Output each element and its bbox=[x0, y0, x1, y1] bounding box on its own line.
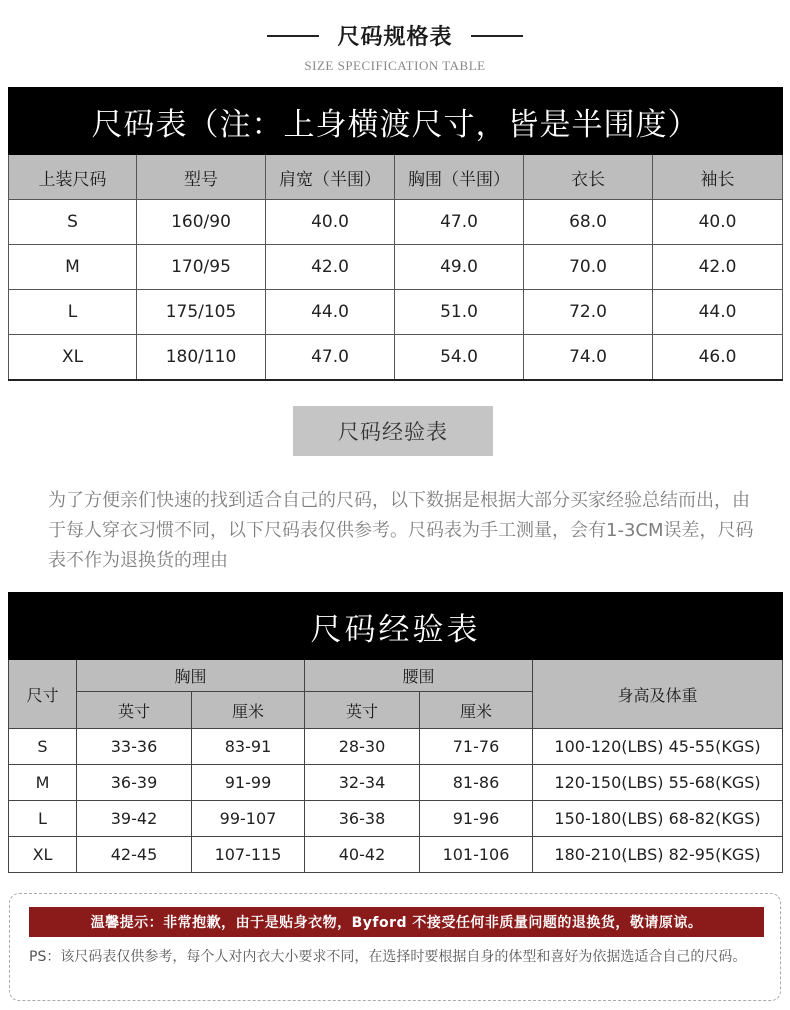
table-row bbox=[9, 729, 783, 765]
table-cell: 175/105 bbox=[137, 290, 266, 335]
sub-header: 厘米 bbox=[420, 692, 533, 729]
waist-header: 腰围 bbox=[305, 660, 533, 692]
table-cell: 40.0 bbox=[266, 200, 395, 245]
experience-table-banner: 尺码经验表 bbox=[9, 593, 783, 660]
table-cell: 39-42 bbox=[77, 801, 192, 837]
experience-table bbox=[8, 592, 783, 873]
size-cell: S bbox=[9, 729, 77, 765]
title-left-rule bbox=[267, 35, 319, 37]
table-cell: 83-91 bbox=[192, 729, 305, 765]
table-cell: 36-39 bbox=[77, 765, 192, 801]
intro-paragraph: 为了方便亲们快速的找到适合自己的尺码，以下数据是根据大部分买家经验总结而出，由于每人穿衣习惯不同，以下尺码表仅供参考。尺码表为手工测量，会有1-3CM误差，尺码表不作为退换货的理由 bbox=[48, 490, 754, 571]
chest-header: 胸围 bbox=[77, 660, 305, 692]
table-cell: 42.0 bbox=[266, 245, 395, 290]
table-cell: 47.0 bbox=[395, 200, 524, 245]
size-cell: S bbox=[9, 200, 137, 245]
height-weight-header: 身高及体重 bbox=[533, 660, 783, 729]
table-cell: 160/90 bbox=[137, 200, 266, 245]
table-cell: 46.0 bbox=[653, 335, 783, 381]
column-header: 袖长 bbox=[653, 155, 783, 200]
table-row bbox=[9, 245, 783, 290]
table-cell: 91-96 bbox=[420, 801, 533, 837]
size-cell: XL bbox=[9, 335, 137, 381]
table-cell: 32-34 bbox=[305, 765, 420, 801]
table-cell: 180/110 bbox=[137, 335, 266, 381]
table-cell: 74.0 bbox=[524, 335, 653, 381]
column-header: 型号 bbox=[137, 155, 266, 200]
table-cell: 99-107 bbox=[192, 801, 305, 837]
size-header: 尺寸 bbox=[9, 660, 77, 729]
table-cell: 40.0 bbox=[653, 200, 783, 245]
sub-header: 英寸 bbox=[305, 692, 420, 729]
page-title-row bbox=[0, 20, 790, 51]
table-cell: 28-30 bbox=[305, 729, 420, 765]
page-title: 尺码规格表 bbox=[337, 25, 453, 50]
table-cell: 72.0 bbox=[524, 290, 653, 335]
spec-table-banner: 尺码表（注：上身横渡尺寸，皆是半围度） bbox=[9, 88, 783, 155]
table-row bbox=[9, 837, 783, 873]
table-cell: 81-86 bbox=[420, 765, 533, 801]
table-cell: 36-38 bbox=[305, 801, 420, 837]
size-cell: M bbox=[9, 765, 77, 801]
table-cell: 44.0 bbox=[653, 290, 783, 335]
column-header: 上装尺码 bbox=[9, 155, 137, 200]
table-cell: 120-150(LBS) 55-68(KGS) bbox=[533, 765, 783, 801]
table-cell: 71-76 bbox=[420, 729, 533, 765]
size-cell: L bbox=[9, 290, 137, 335]
table-cell: 107-115 bbox=[192, 837, 305, 873]
size-cell: XL bbox=[9, 837, 77, 873]
table-cell: 40-42 bbox=[305, 837, 420, 873]
table-cell: 170/95 bbox=[137, 245, 266, 290]
table-cell: 44.0 bbox=[266, 290, 395, 335]
table-cell: 70.0 bbox=[524, 245, 653, 290]
table-row bbox=[9, 765, 783, 801]
table-cell: 150-180(LBS) 68-82(KGS) bbox=[533, 801, 783, 837]
size-cell: L bbox=[9, 801, 77, 837]
title-right-rule bbox=[471, 35, 523, 37]
table-cell: 68.0 bbox=[524, 200, 653, 245]
table-cell: 91-99 bbox=[192, 765, 305, 801]
table-cell: 51.0 bbox=[395, 290, 524, 335]
sub-header: 厘米 bbox=[192, 692, 305, 729]
column-header: 胸围（半围） bbox=[395, 155, 524, 200]
table-cell: 54.0 bbox=[395, 335, 524, 381]
notice-box bbox=[9, 893, 781, 1001]
table-cell: 47.0 bbox=[266, 335, 395, 381]
table-row bbox=[9, 290, 783, 335]
size-cell: M bbox=[9, 245, 137, 290]
table-cell: 42.0 bbox=[653, 245, 783, 290]
table-cell: 100-120(LBS) 45-55(KGS) bbox=[533, 729, 783, 765]
size-spec-table bbox=[8, 87, 783, 381]
sub-header: 英寸 bbox=[77, 692, 192, 729]
page-subtitle: SIZE SPECIFICATION TABLE bbox=[304, 58, 486, 73]
ps-note: PS：该尺码表仅供参考，每个人对内衣大小要求不同，在选择时要根据自身的体型和喜好为依据选适合自己的尺码。 bbox=[29, 949, 747, 965]
table-cell: 42-45 bbox=[77, 837, 192, 873]
column-header: 衣长 bbox=[524, 155, 653, 200]
table-cell: 49.0 bbox=[395, 245, 524, 290]
table-row bbox=[9, 335, 783, 381]
table-row bbox=[9, 801, 783, 837]
table-cell: 33-36 bbox=[77, 729, 192, 765]
table-cell: 180-210(LBS) 82-95(KGS) bbox=[533, 837, 783, 873]
table-row bbox=[9, 200, 783, 245]
table-cell: 101-106 bbox=[420, 837, 533, 873]
experience-table-label: 尺码经验表 bbox=[293, 406, 493, 456]
column-header: 肩宽（半围） bbox=[266, 155, 395, 200]
warning-banner: 温馨提示：非常抱歉，由于是贴身衣物，Byford 不接受任何非质量问题的退换货，敬请原谅。 bbox=[29, 907, 764, 937]
